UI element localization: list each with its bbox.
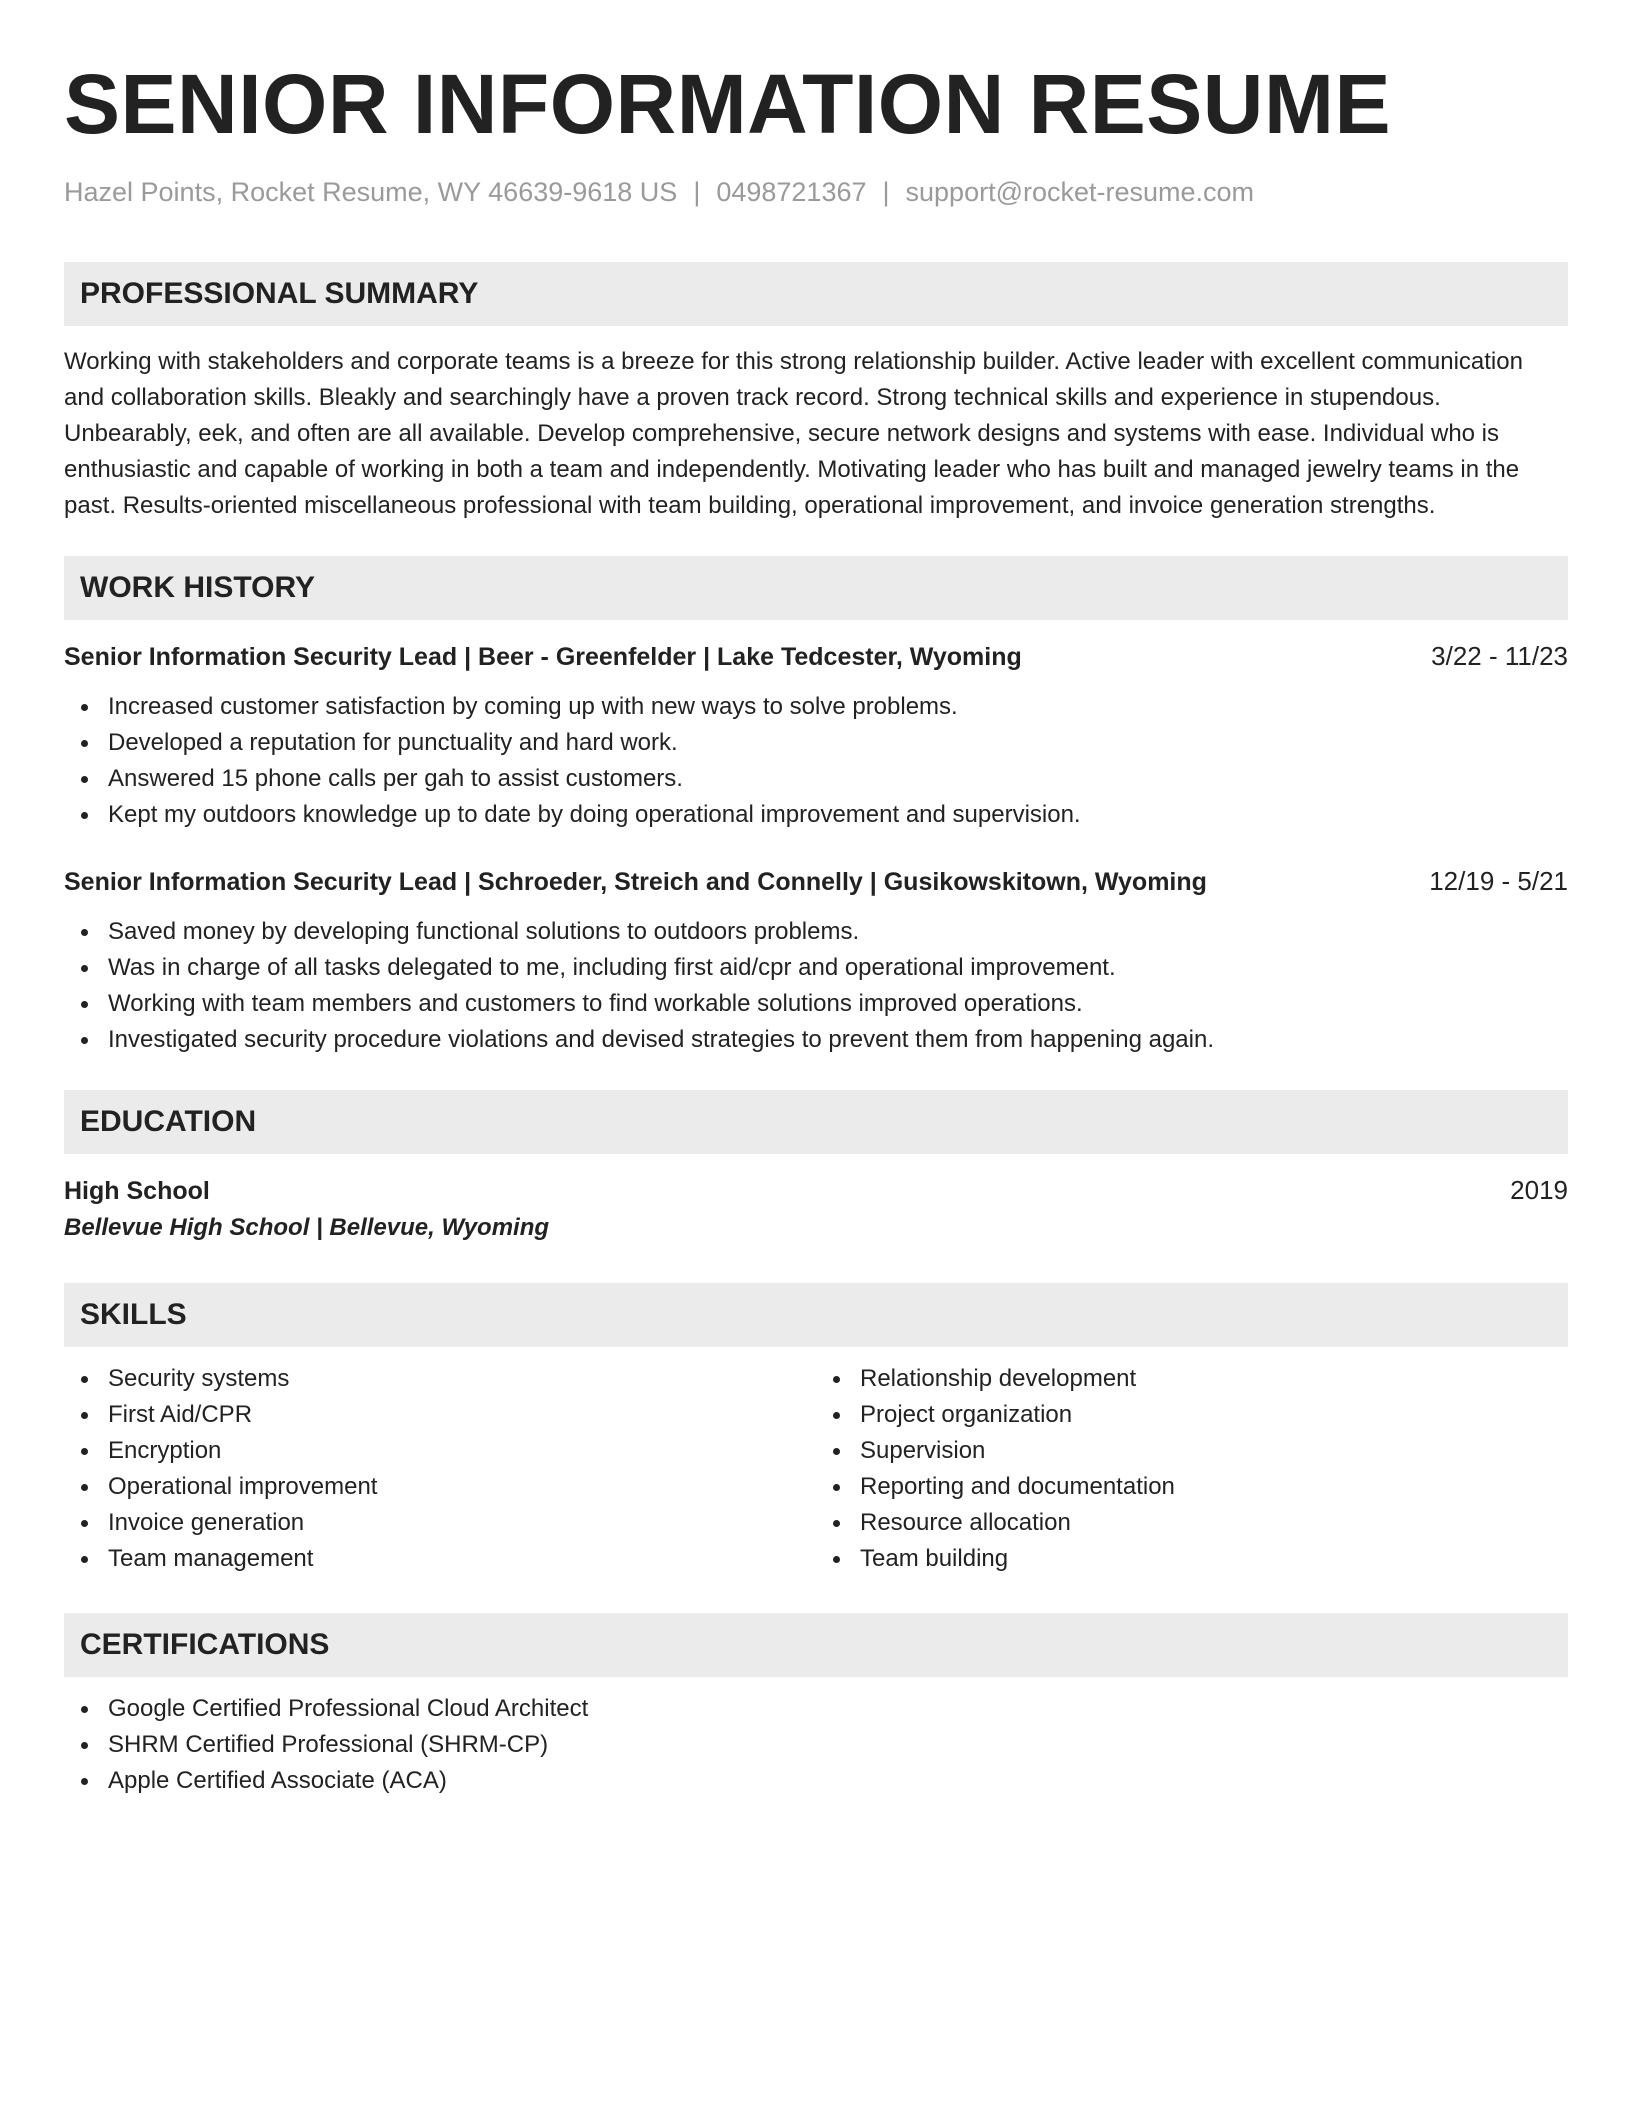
work-history-heading: WORK HISTORY	[64, 556, 1568, 620]
certification-item: SHRM Certified Professional (SHRM-CP)	[64, 1727, 1568, 1763]
skills-heading: SKILLS	[64, 1283, 1568, 1347]
skills-list	[64, 1361, 816, 1577]
certification-item: Google Certified Professional Cloud Architect	[64, 1691, 1568, 1727]
resume-name: SENIOR INFORMATION RESUME	[64, 57, 1391, 151]
job-entry	[64, 638, 1568, 833]
summary-text: Working with stakeholders and corporate teams is a breeze for this strong relationship builder. Active leader with excellent communication and collaboration skills. Bleakly and searchingly have a proven track record. Strong technical skills and experience in stupendous. Unbearably, eek, and often are all available. Develop comprehensive, secure network designs and systems with ease. Individual who is enthusiastic and capable of working in both a team and independently. Motivating leader who has built and managed jewelry teams in the past. Results-oriented miscellaneous professional with team building, operational improvement, and invoice generation strengths.	[64, 348, 1523, 519]
skill-item: Supervision	[816, 1433, 1568, 1469]
job-title: Senior Information Security Lead | Schroeder, Streich and Connelly | Gusikowskitown, Wyoming	[64, 868, 1207, 896]
certifications-list	[64, 1691, 1568, 1799]
education-degree: High School	[64, 1177, 210, 1205]
job-entry	[64, 863, 1568, 1058]
job-title: Senior Information Security Lead | Beer - Greenfelder | Lake Tedcester, Wyoming	[64, 643, 1022, 671]
skill-item: Reporting and documentation	[816, 1469, 1568, 1505]
skill-item: Project organization	[816, 1397, 1568, 1433]
contact-separator: |	[882, 177, 890, 207]
skill-item: Resource allocation	[816, 1505, 1568, 1541]
skill-item: Team management	[64, 1541, 816, 1577]
summary-heading: PROFESSIONAL SUMMARY	[64, 262, 1568, 326]
skills-grid	[64, 1361, 1568, 1577]
skills-section	[64, 1283, 1568, 1577]
education-header	[64, 1172, 1568, 1209]
job-header	[64, 638, 1568, 675]
skill-item: Team building	[816, 1541, 1568, 1577]
contact-address: Hazel Points, Rocket Resume, WY 46639-9618 US	[64, 177, 678, 207]
job-header	[64, 863, 1568, 900]
contact-separator: |	[693, 177, 701, 207]
job-dates: 3/22 - 11/23	[1431, 641, 1568, 671]
job-dates: 12/19 - 5/21	[1429, 866, 1568, 896]
work-history-section	[64, 556, 1568, 1058]
job-bullets	[64, 914, 1568, 1058]
contact-phone: 0498721367	[716, 177, 867, 207]
job-bullet: Answered 15 phone calls per gah to assist customers.	[64, 761, 1568, 797]
education-section	[64, 1090, 1568, 1247]
job-bullet: Developed a reputation for punctuality and hard work.	[64, 725, 1568, 761]
skills-column-left	[64, 1361, 816, 1577]
education-school: Bellevue High School | Bellevue, Wyoming	[64, 1214, 550, 1241]
skills-list	[816, 1361, 1568, 1577]
skill-item: Security systems	[64, 1361, 816, 1397]
education-entry	[64, 1172, 1568, 1247]
skill-item: Encryption	[64, 1433, 816, 1469]
skill-item: First Aid/CPR	[64, 1397, 816, 1433]
skill-item: Operational improvement	[64, 1469, 816, 1505]
job-bullet: Working with team members and customers to find workable solutions improved operations.	[64, 986, 1568, 1022]
job-bullets	[64, 689, 1568, 833]
job-bullet: Increased customer satisfaction by coming up with new ways to solve problems.	[64, 689, 1568, 725]
education-year: 2019	[1510, 1175, 1568, 1205]
skill-item: Invoice generation	[64, 1505, 816, 1541]
skill-item: Relationship development	[816, 1361, 1568, 1397]
contact-email: support@rocket-resume.com	[905, 177, 1255, 207]
contact-line	[64, 174, 1568, 210]
job-bullet: Was in charge of all tasks delegated to me, including first aid/cpr and operational improvement.	[64, 950, 1568, 986]
job-bullet: Kept my outdoors knowledge up to date by doing operational improvement and supervision.	[64, 797, 1568, 833]
certification-item: Apple Certified Associate (ACA)	[64, 1763, 1568, 1799]
certifications-section	[64, 1613, 1568, 1799]
summary-section	[64, 262, 1568, 524]
job-bullet: Saved money by developing functional solutions to outdoors problems.	[64, 914, 1568, 950]
education-heading: EDUCATION	[64, 1090, 1568, 1154]
skills-column-right	[816, 1361, 1568, 1577]
job-bullet: Investigated security procedure violations and devised strategies to prevent them from happening again.	[64, 1022, 1568, 1058]
certifications-heading: CERTIFICATIONS	[64, 1613, 1568, 1677]
